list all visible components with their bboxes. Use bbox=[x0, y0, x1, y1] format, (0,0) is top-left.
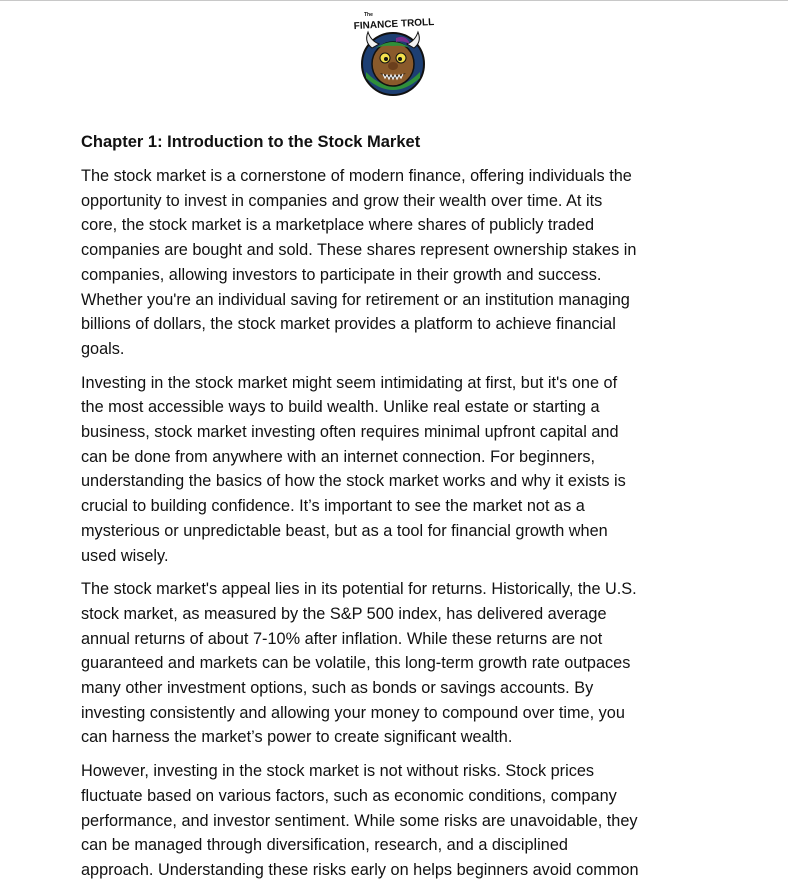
text-line: approach. Understanding these risks early on helps beginners avoid common bbox=[81, 860, 639, 879]
text-line: opportunity to invest in companies and grow their wealth over time. At its bbox=[81, 191, 603, 210]
chapter-title: Chapter 1: Introduction to the Stock Market bbox=[81, 133, 421, 151]
text-line: companies are bought and sold. These shares represent ownership stakes in bbox=[81, 241, 637, 260]
text-line: many other investment options, such as bonds or savings accounts. By bbox=[81, 679, 594, 698]
text-line: business, stock market investing often requires minimal upfront capital and bbox=[81, 423, 619, 442]
text-line: investing consistently and allowing your money to compound over time, you bbox=[81, 703, 625, 722]
text-line: core, the stock market is a marketplace where shares of publicly traded bbox=[81, 216, 595, 235]
text-line: can be managed through diversification, research, and a disciplined bbox=[81, 836, 568, 855]
text-line: The stock market is a cornerstone of modern finance, offering individuals the bbox=[81, 167, 632, 185]
text-line: crucial to building confidence. It’s important to see the market not as a bbox=[81, 497, 585, 516]
text-line: The stock market's appeal lies in its potential for returns. Historically, the U.S. bbox=[81, 580, 637, 599]
troll-mascot-icon bbox=[352, 8, 436, 98]
paragraph-2 bbox=[81, 371, 705, 569]
text-line: used wisely. bbox=[81, 546, 169, 565]
text-line: annual returns of about 7-10% after inflation. While these returns are not bbox=[81, 629, 603, 648]
logo-brand-text: FINANCE TROLL bbox=[353, 16, 435, 33]
text-line: mysterious or unpredictable beast, but as a tool for financial growth when bbox=[81, 521, 608, 540]
top-border bbox=[0, 0, 788, 1]
logo-small-text: The bbox=[364, 12, 373, 18]
text-line: can harness the market’s power to create significant wealth. bbox=[81, 728, 513, 747]
text-line: billions of dollars, the stock market provides a platform to achieve financial bbox=[81, 315, 616, 334]
text-line: can be done from anywhere with an internet connection. For beginners, bbox=[81, 447, 596, 466]
paragraph-1 bbox=[81, 164, 705, 362]
text-line: companies, allowing investors to participate in their growth and success. bbox=[81, 265, 602, 284]
document-body bbox=[81, 130, 705, 892]
text-line: guaranteed and markets can be volatile, this long-term growth rate outpaces bbox=[81, 654, 631, 673]
text-line: goals. bbox=[81, 339, 125, 358]
text-line: Whether you're an individual saving for retirement or an institution managing bbox=[81, 290, 630, 309]
paragraph-3 bbox=[81, 577, 705, 750]
text-line: Investing in the stock market might seem intimidating at first, but it's one of bbox=[81, 373, 618, 392]
text-line: stock market, as measured by the S&P 500 index, has delivered average bbox=[81, 604, 607, 623]
text-line: performance, and investor sentiment. While some risks are unavoidable, they bbox=[81, 811, 638, 830]
paragraph-4 bbox=[81, 759, 705, 883]
text-line: the most accessible ways to build wealth. Unlike real estate or starting a bbox=[81, 398, 600, 417]
text-line: However, investing in the stock market is not without risks. Stock prices bbox=[81, 762, 595, 781]
text-line: understanding the basics of how the stock market works and why it exists is bbox=[81, 472, 626, 491]
finance-troll-logo bbox=[352, 8, 436, 98]
text-line: fluctuate based on various factors, such as economic conditions, company bbox=[81, 786, 617, 805]
